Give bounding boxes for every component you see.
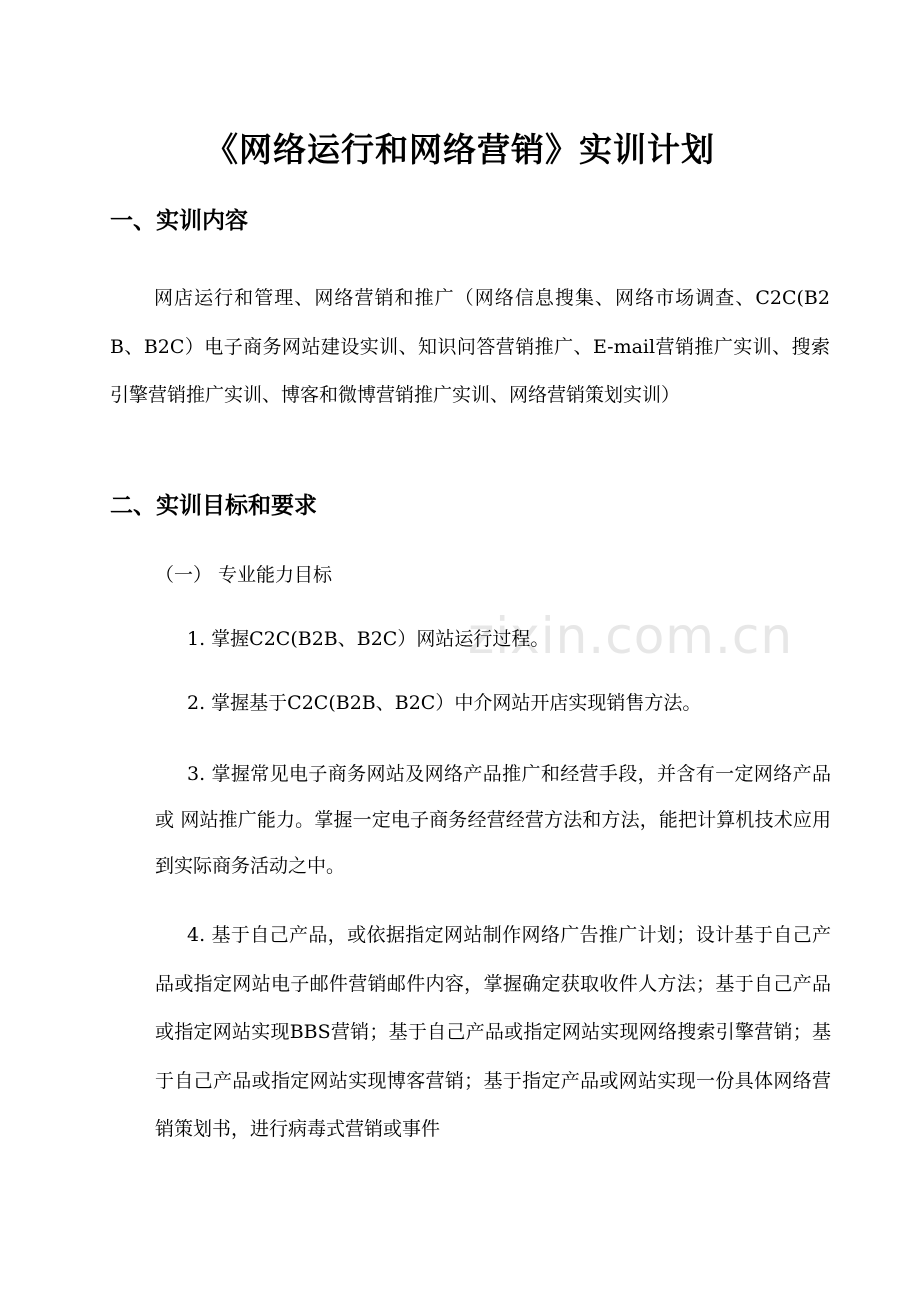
subheading-professional-goals: （一） 专业能力目标: [155, 564, 333, 586]
section-paragraph-content: 网店运行和管理、网络营销和推广（网络信息搜集、网络市场调查、C2C(B2B、B2C）电子商务网站建设实训、知识问答营销推广、E-mail营销推广实训、搜索引擎营销推广实训、博客和微博营销推广实训、网络营销策划实训）: [110, 287, 830, 406]
watermark: zixin.com.cn: [468, 607, 794, 665]
document-title: 《网络运行和网络营销》实训计划: [205, 130, 715, 169]
list-item: 4. 基于自己产品，或依据指定网站制作网络广告推广计划；设计基于自己产品或指定网站电子邮件营销邮件内容，掌握确定获取收件人方法；基于自己产品或指定网站实现BBS营销；基于自己产品或指定网站实现网络搜索引擎营销；基于自己产品或指定网站实现博客营销；基于指定产品或网站实现一份具体网络营销策划书，进行病毒式营销或事件: [155, 924, 831, 1140]
section-heading-goals: 二、实训目标和要求: [110, 493, 317, 519]
list-item: 1. 掌握C2C(B2B、B2C）网站运行过程。: [187, 628, 550, 650]
list-item: 3. 掌握常见电子商务网站及网络产品推广和经营手段，并含有一定网络产品或 网站推广能力。掌握一定电子商务经营经营方法和方法，能把计算机技术应用到实际商务活动之中。: [155, 763, 831, 877]
list-item: 2. 掌握基于C2C(B2B、B2C）中介网站开店实现销售方法。: [187, 692, 702, 714]
section-heading-content: 一、实训内容: [110, 208, 248, 234]
